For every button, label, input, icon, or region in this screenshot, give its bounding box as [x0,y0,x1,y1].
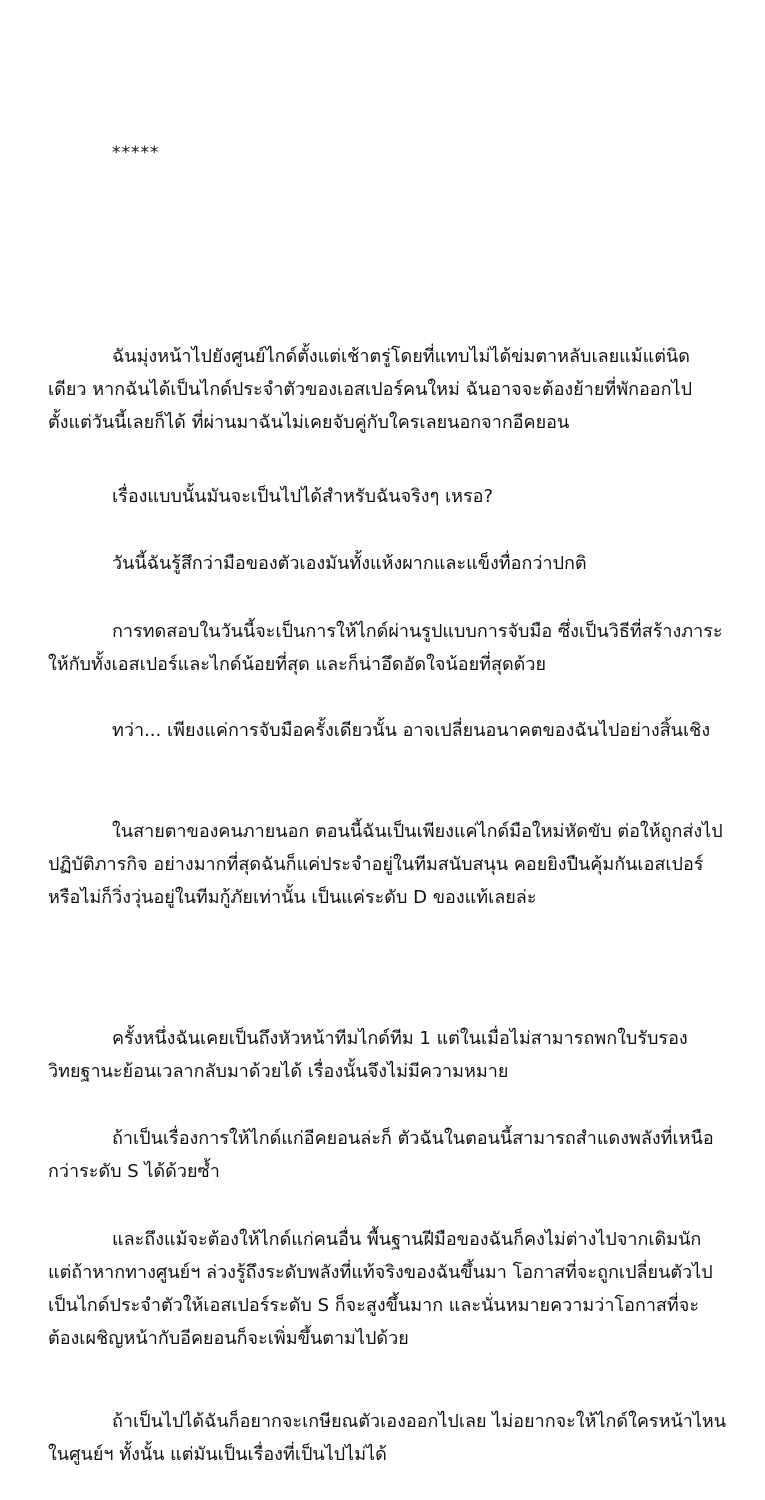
paragraph-1: ฉันมุ่งหน้าไปยังศูนย์ไกด์ตั้งแต่เช้าตรู่โดยที่แทบไม่ได้ข่มตาหลับเลยแม้แต่นิดเดียว หากฉันได้เป็นไกด์ประจำตัวของเอสเปอร์คนใหม่ ฉันอาจจะต้องย้ายที่พักออกไปตั้งแต่วันนี้เลยก็ได้ ที่ผ่านมาฉันไม่เคยจับคู่กับใครเลยนอกจากอีคยอน [48,346,692,433]
paragraph-2: เรื่องแบบนั้นมันจะเป็นไปได้สำหรับฉันจริงๆ เหรอ? [112,486,494,507]
paragraph-9: และถึงแม้จะต้องให้ไกด์แก่คนอื่น พื้นฐานฝีมือของฉันก็คงไม่ต่างไปจากเดิมนัก แต่ถ้าหากทางศูนย์ฯ ล่วงรู้ถึงระดับพลังที่แท้จริงของฉันขึ้นมา โอกาสที่จะถูกเปลี่ยนตัวไปเป็นไกด์ประจำตัวให้เอสเปอร์ระดับ S ก็จะสูงขึ้นมาก และนั่นหมายความว่าโอกาสที่จะต้องเผชิญหน้ากับอีคยอนก็จะเพิ่มขึ้นตามไปด้วย [48,1229,713,1349]
paragraph-5: ทว่า... เพียงแค่การจับมือครั้งเดียวนั้น อาจเปลี่ยนอนาคตของฉันไปอย่างสิ้นเชิง [112,720,711,741]
paragraph-3: วันนี้ฉันรู้สึกว่ามือของตัวเองมันทั้งแห้งผากและแข็งทื่อกว่าปกติ [112,553,587,574]
paragraph-4: การทดสอบในวันนี้จะเป็นการให้ไกด์ผ่านรูปแบบการจับมือ ซึ่งเป็นวิธีที่สร้างภาระให้กับทั้งเอสเปอร์และไกด์น้อยที่สุด และก็น่าอึดอัดใจน้อยที่สุดด้วย [48,621,723,675]
paragraph-7: ครั้งหนึ่งฉันเคยเป็นถึงหัวหน้าทีมไกด์ทีม 1 แต่ในเมื่อไม่สามารถพกใบรับรองวิทยฐานะย้อนเวลากลับมาด้วยได้ เรื่องนั้นจึงไม่มีความหมาย [48,1028,688,1082]
paragraph-6: ในสายตาของคนภายนอก ตอนนี้ฉันเป็นเพียงแค่ไกด์มือใหม่หัดขับ ต่อให้ถูกส่งไปปฏิบัติภารกิจ อย่างมากที่สุดฉันก็แค่ประจำอยู่ในทีมสนับสนุน คอยยิงปืนคุ้มกันเอสเปอร์ หรือไม่ก็วิ่งวุ่นอยู่ในทีมกู้ภัยเท่านั้น เป็นแค่ระดับ D ของแท้เลยล่ะ [48,821,723,908]
paragraph-8: ถ้าเป็นเรื่องการให้ไกด์แก่อีคยอนล่ะก็ ตัวฉันในตอนนี้สามารถสำแดงพลังที่เหนือกว่าระดับ S ได้ด้วยซ้ำ [48,1128,714,1182]
paragraph-10: ถ้าเป็นไปได้ฉันก็อยากจะเกษียณตัวเองออกไปเลย ไม่อยากจะให้ไกด์ใครหน้าไหนในศูนย์ฯ ทั้งนั้น แต่มันเป็นเรื่องที่เป็นไปไม่ได้ [48,1411,727,1465]
scene-break-separator: ***** [112,143,160,163]
